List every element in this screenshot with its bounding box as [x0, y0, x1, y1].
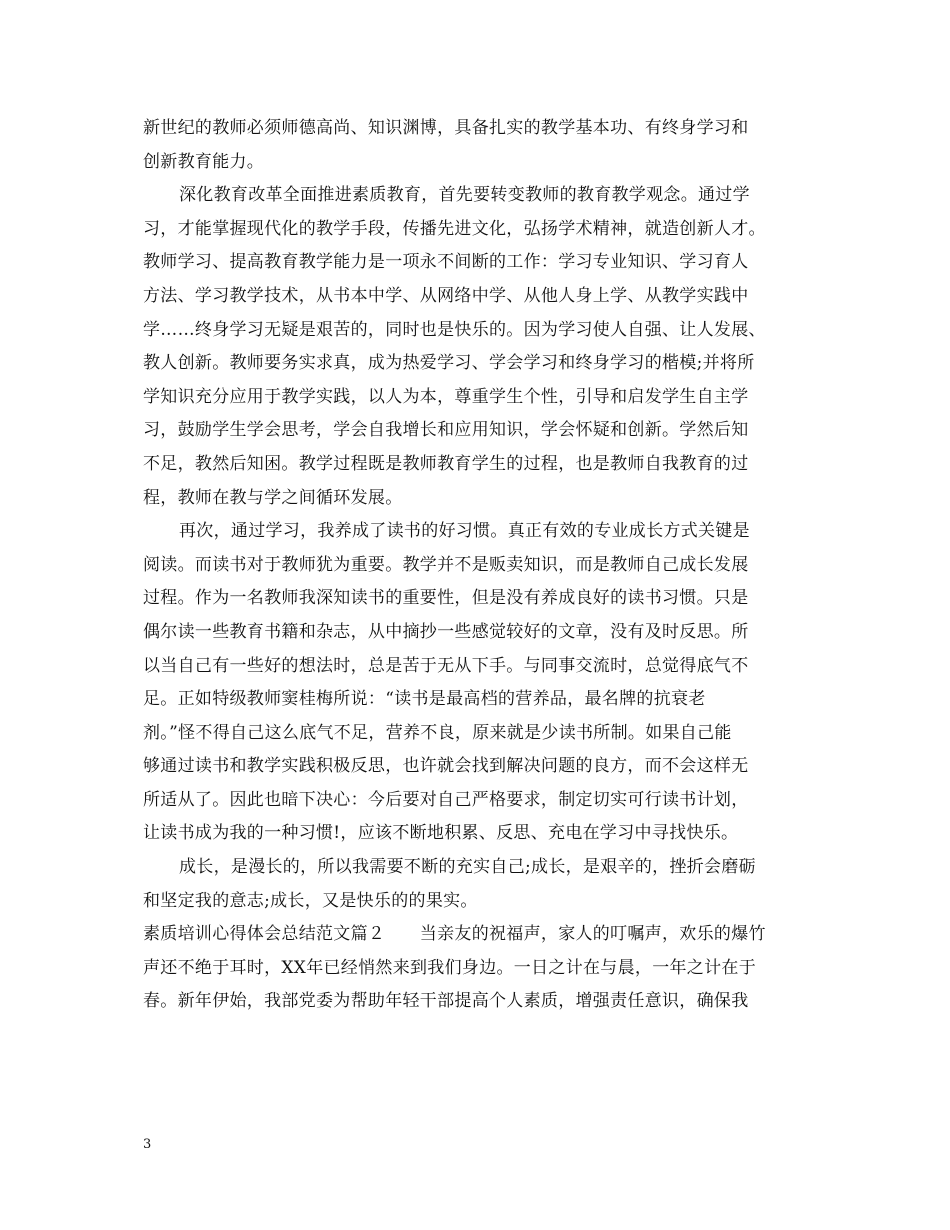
text-line: 教人创新。教师要务实求真，成为热爱学习、学会学习和终身学习的楷模;并将所 [143, 353, 755, 374]
text-line: 教师学习、提高教育教学能力是一项永不间断的工作：学习专业知识、学习育人 [143, 252, 749, 273]
text-line: 过程。作为一名教师我深知读书的重要性，但是没有养成良好的读书习惯。只是 [143, 588, 749, 609]
text-line: 春。新年伊始，我部党委为帮助年轻干部提高个人素质，增强责任意识，确保我 [143, 991, 749, 1012]
document-body [143, 112, 813, 1019]
text-line: 够通过读书和教学实践积极反思，也许就会找到解决问题的良方，而不会这样无 [143, 756, 749, 777]
text-line: 深化教育改革全面推进素质教育，首先要转变教师的教育教学观念。通过学 [179, 185, 750, 206]
text-line: 以当自己有一些好的想法时，总是苦于无从下手。与同事交流时，总觉得底气不 [143, 655, 749, 676]
text-line: 足。正如特级教师窦桂梅所说：“读书是最高档的营养品，最名牌的抗衰老 [143, 689, 706, 710]
text-line: 新世纪的教师必须师德高尚、知识渊博，具备扎实的教学基本功、有终身学习和 [143, 118, 749, 138]
text-line: 让读书成为我的一种习惯!，应该不断地积累、反思、充电在学习中寻找快乐。 [143, 823, 739, 844]
text-line: 习，鼓励学生学会思考，学会自我增长和应用知识，学会怀疑和创新。学然后知 [143, 420, 749, 441]
text-line: 素质培训心得体会总结范文篇２ 当亲友的祝福声，家人的叮嘱声，欢乐的爆竹 [143, 924, 766, 945]
text-line: 习，才能掌握现代化的教学手段，传播先进文化，弘扬学术精神，就造创新人才。 [143, 218, 766, 239]
text-line: 阅读。而读书对于教师犹为重要。教学并不是贩卖知识，而是教师自己成长发展 [143, 554, 749, 575]
text-line: 程，教师在教与学之间循环发展。 [143, 487, 403, 508]
text-line: 学……终身学习无疑是艰苦的，同时也是快乐的。因为学习使人自强、让人发展、 [143, 319, 766, 340]
text-line: 和坚定我的意志;成长，又是快乐的的果实。 [143, 890, 478, 911]
text-line: 创新教育能力。 [143, 151, 265, 172]
text-line: 再次，通过学习，我养成了读书的好习惯。真正有效的专业成长方式关键是 [179, 521, 750, 542]
text-line: 不足，教然后知困。教学过程既是教师教育学生的过程，也是教师自我教育的过 [143, 453, 749, 474]
text-line: 方法、学习教学技术，从书本中学、从网络中学、从他人身上学、从教学实践中 [143, 285, 749, 306]
text-line: 偶尔读一些教育书籍和杂志，从中摘抄一些感觉较好的文章，没有及时反思。所 [143, 621, 749, 642]
text-line: 学知识充分应用于教学实践，以人为本，尊重学生个性，引导和启发学生自主学 [143, 386, 749, 407]
text-line: 声还不绝于耳时，XX年已经悄然来到我们身边。一日之计在与晨，一年之计在于 [143, 957, 757, 978]
text-line: 成长，是漫长的，所以我需要不断的充实自己;成长，是艰辛的，挫折会磨砺 [179, 857, 756, 878]
text-line: 所适从了。因此也暗下决心：今后要对自己严格要求，制定切实可行读书计划， [143, 789, 749, 810]
text-line: 剂。”怪不得自己这么底气不足，营养不良，原来就是少读书所制。如果自己能 [143, 722, 732, 743]
page-number: 3 [143, 1137, 152, 1152]
